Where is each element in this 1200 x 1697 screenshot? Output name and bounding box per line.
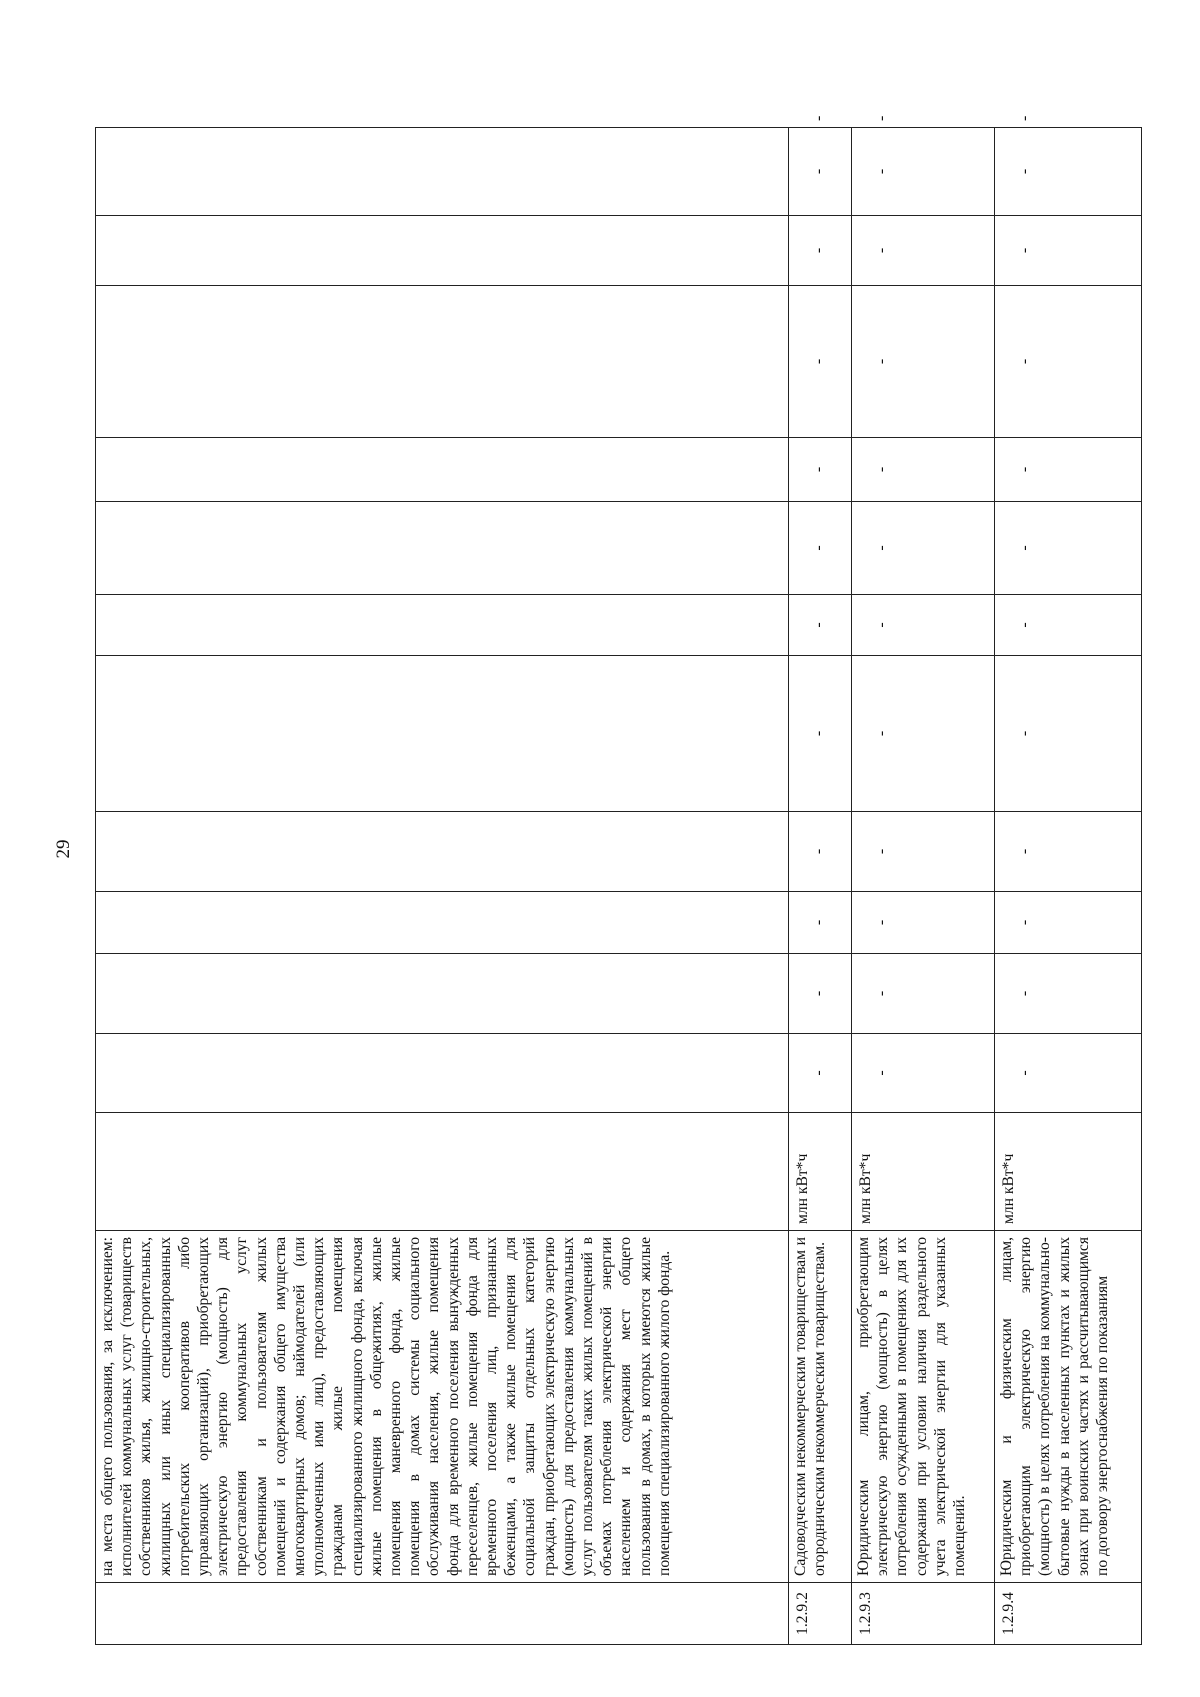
value-cell: - bbox=[789, 595, 852, 656]
value-cell: - bbox=[995, 892, 1142, 954]
row-unit-cell: млн кВт*ч bbox=[852, 1113, 995, 1231]
value-cell bbox=[96, 128, 789, 216]
value-cell: - bbox=[789, 812, 852, 892]
table-row: 1.2.9.4 Юридическим и физическим лицам, приобретающим электрическую энергию (мощность) в целях потребления на коммунально-бытовые нужды в населенных пунктах и жилых зонах при воинских частях и рассчитывающимся по договору энергоснабжения по показаниям млн кВт*ч - - - - - - - - - - - - bbox=[995, 128, 1142, 1645]
value-cell: - bbox=[852, 438, 995, 502]
value-cell bbox=[96, 812, 789, 892]
row-description-cell: на места общего пользования, за исключением: исполнителей коммунальных услуг (товариществ собственников жилья, жилищно-строительных, жилищных или иных специализированных потребительских кооперативов либо управляющих организаций), приобретающих электрическую энергию (мощность) для предоставления коммунальных услуг собственникам и пользователям жилых помещений и содержания общего имущества многоквартирных домов; наймодателей (или уполномоченных ими лиц), предоставляющих гражданам жилые помещения специализированного жилищного фонда, включая жилые помещения в общежитиях, жилые помещения маневренного фонда, жилые помещения в домах системы социального обслуживания населения, жилые помещения фонда для временного поселения вынужденных переселенцев, жилые помещения фонда для временного поселения лиц, признанных беженцами, а также жилые помещения для социальной защиты отдельных категорий граждан, приобретающих электрическую энергию (мощность) для предоставления коммунальных услуг пользователям таких жилых помещений в объемах потребления электрической энергии населением и содержания мест общего пользования в домах, в которых имеются жилые помещения специализированного жилого фонда. bbox=[96, 1231, 789, 1583]
value-cell: - bbox=[852, 502, 995, 595]
value-cell: - bbox=[852, 1034, 995, 1113]
value-cell bbox=[96, 216, 789, 286]
value-cell: - bbox=[995, 128, 1142, 216]
value-cell: - bbox=[789, 892, 852, 954]
table-row: 1.2.9.3 Юридическим лицам, приобретающим электрическую энергию (мощность) в целях потребления осужденными в помещениях для их содержания при условии наличия раздельного учета электрической энергии для указанных помещений. млн кВт*ч - - - - - - - - - - - - bbox=[852, 128, 995, 1645]
value-cell: - bbox=[789, 502, 852, 595]
tariff-table-rotated bbox=[95, 115, 1112, 1645]
table-row: 1.2.9.2 Садоводческим некоммерческим товариществам и огородническим некоммерческим товариществам. млн кВт*ч - - - - - - - - - - - - bbox=[789, 128, 852, 1645]
table-row bbox=[96, 128, 789, 1645]
value-cell: - bbox=[789, 286, 852, 438]
value-cell: - bbox=[995, 656, 1142, 812]
value-cell: - bbox=[789, 954, 852, 1034]
value-cell: - bbox=[852, 286, 995, 438]
row-unit-cell bbox=[96, 1113, 789, 1231]
value-cell bbox=[96, 502, 789, 595]
row-number-cell bbox=[96, 1583, 789, 1645]
value-cell: - bbox=[852, 656, 995, 812]
row-description-cell: Юридическим и физическим лицам, приобретающим электрическую энергию (мощность) в целях потребления на коммунально-бытовые нужды в населенных пунктах и жилых зонах при воинских частях и рассчитывающимся по договору энергоснабжения по показаниям bbox=[995, 1231, 1142, 1583]
value-cell: - bbox=[995, 438, 1142, 502]
value-cell bbox=[96, 1034, 789, 1113]
row-unit-cell: млн кВт*ч bbox=[789, 1113, 852, 1231]
value-cell: - bbox=[995, 595, 1142, 656]
value-cell bbox=[96, 595, 789, 656]
row-description-cell: Садоводческим некоммерческим товариществам и огородническим некоммерческим товариществам. bbox=[789, 1231, 852, 1583]
value-cell bbox=[96, 954, 789, 1034]
value-cell: - bbox=[789, 216, 852, 286]
value-cell: - bbox=[852, 892, 995, 954]
value-cell: - bbox=[852, 595, 995, 656]
value-cell: - bbox=[789, 128, 852, 216]
value-cell bbox=[96, 656, 789, 812]
row-number-cell: 1.2.9.4 bbox=[995, 1583, 1142, 1645]
value-cell: - bbox=[995, 216, 1142, 286]
value-cell: - bbox=[789, 438, 852, 502]
row-unit-cell: млн кВт*ч bbox=[995, 1113, 1142, 1231]
value-cell: - bbox=[995, 812, 1142, 892]
value-cell: - bbox=[995, 286, 1142, 438]
value-cell: - bbox=[852, 128, 995, 216]
value-cell: - bbox=[852, 216, 995, 286]
value-cell: - bbox=[789, 1034, 852, 1113]
value-cell: - bbox=[995, 502, 1142, 595]
value-cell: - bbox=[789, 656, 852, 812]
value-cell: - bbox=[852, 954, 995, 1034]
row-description-cell: Юридическим лицам, приобретающим электрическую энергию (мощность) в целях потребления осужденными в помещениях для их содержания при условии наличия раздельного учета электрической энергии для указанных помещений. bbox=[852, 1231, 995, 1583]
tariff-table bbox=[95, 115, 1142, 1645]
value-cell: - bbox=[995, 954, 1142, 1034]
value-cell bbox=[96, 892, 789, 954]
page-number: 29 bbox=[53, 839, 74, 859]
value-cell bbox=[96, 286, 789, 438]
row-number-cell: 1.2.9.2 bbox=[789, 1583, 852, 1645]
value-cell: - bbox=[995, 1034, 1142, 1113]
value-cell: - bbox=[852, 812, 995, 892]
value-cell bbox=[96, 438, 789, 502]
row-number-cell: 1.2.9.3 bbox=[852, 1583, 995, 1645]
